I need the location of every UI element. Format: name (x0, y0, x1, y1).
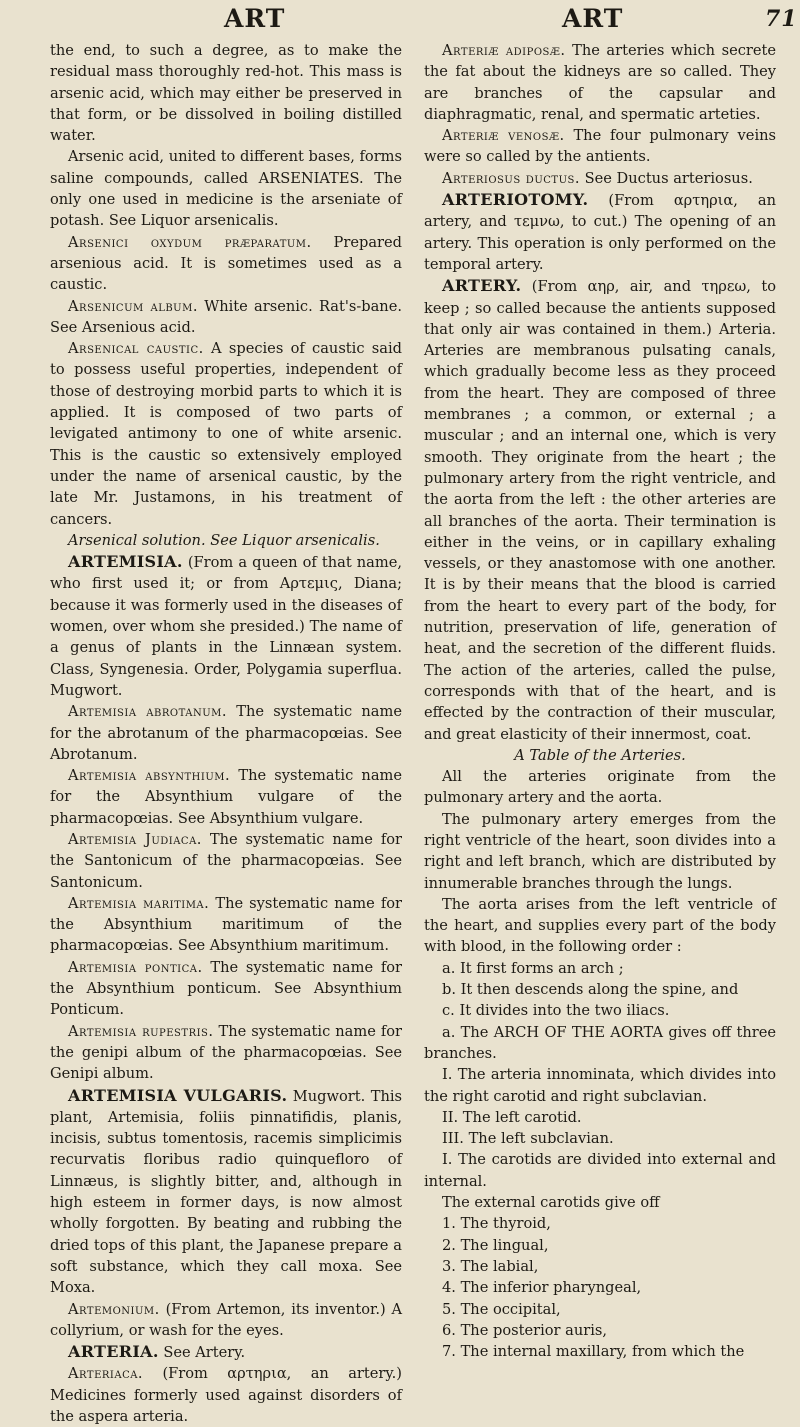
dictionary-entry (50, 1085, 402, 1299)
dictionary-entry (424, 1299, 776, 1320)
entry-text: the end, to such a degree, as to make the residual mass thoroughly red-hot. This mass is arsenic acid, which may either be preserved in that form, or be dissolved in boiling distilled water. (50, 42, 402, 145)
entry-text: See Ductus arteriosus. (580, 169, 753, 187)
dictionary-entry (50, 957, 402, 1021)
entry-headword: Arteriosus ductus. (442, 169, 580, 187)
dictionary-entry (424, 1022, 776, 1065)
entry-headword: ARTEMISIA VULGARIS. (68, 1085, 288, 1105)
dictionary-entry (424, 1128, 776, 1149)
entry-text: 1. The thyroid, (442, 1215, 551, 1233)
entry-text: A Table of the Arteries. (514, 746, 686, 764)
dictionary-entry (424, 168, 776, 189)
entry-headword: Artemisia abrotanum. (68, 703, 227, 721)
entry-text: Prepared arsenious acid. It is sometimes used as a caustic. (50, 233, 402, 294)
dictionary-entry (424, 125, 776, 168)
dictionary-entry (50, 1363, 402, 1427)
entry-headword: ARTERIOTOMY. (442, 190, 589, 210)
entry-headword: Arteriæ adiposæ. (442, 42, 566, 59)
dictionary-entry (424, 1149, 776, 1192)
entry-text: II. The left carotid. (442, 1108, 582, 1126)
dictionary-entry (50, 701, 402, 765)
dictionary-entry (424, 1192, 776, 1213)
dictionary-entry (50, 338, 402, 530)
entry-text: White arsenic. Rat's-bane. See Arsenious acid. (50, 297, 402, 336)
dictionary-entry (424, 1213, 776, 1234)
dictionary-entry (50, 893, 402, 957)
dictionary-entry (424, 275, 776, 745)
entry-headword: Arsenicum album. (68, 297, 198, 315)
entry-headword: Artemisia absynthium. (68, 767, 231, 785)
dictionary-entry (50, 232, 402, 296)
entry-headword: Arsenici oxydum præparatum. (68, 233, 312, 251)
entry-text: The four pulmonary veins were so called by the antients. (424, 127, 776, 166)
left-column (50, 40, 402, 1427)
entry-text: a. It first forms an arch ; (442, 959, 624, 977)
entry-text: See Artery. (158, 1344, 246, 1362)
entry-text: The systematic name for the abrotanum of the pharmacopœias. See Abrotanum. (50, 703, 402, 763)
running-head-right: ART (562, 4, 624, 33)
dictionary-entry (424, 979, 776, 1000)
dictionary-entry (424, 766, 776, 809)
entry-text: a. The ARCH OF THE AORTA gives off three branches. (424, 1023, 776, 1062)
entry-text: All the arteries originate from the pulmonary artery and the aorta. (424, 768, 776, 807)
dictionary-entry (424, 1235, 776, 1256)
dictionary-entry (424, 745, 776, 766)
entry-headword: ARTERY. (442, 276, 522, 296)
running-head-left: ART (224, 4, 286, 33)
entry-headword: ARTERIA. (68, 1342, 159, 1362)
dictionary-entry (424, 1064, 776, 1107)
dictionary-entry (424, 1320, 776, 1341)
entry-headword: Artemisia rupestris. (68, 1022, 214, 1040)
entry-headword: Artemisia Judiaca. (68, 830, 202, 848)
entry-headword: Arteriaca. (68, 1365, 144, 1383)
dictionary-entry (50, 146, 402, 231)
entry-text: The systematic name for the Absynthium vulgare of the pharmacopœias. See Absynthium vulgare. (50, 767, 402, 827)
dictionary-entry (424, 809, 776, 894)
entry-text: 3. The labial, (442, 1257, 539, 1275)
dictionary-entry (424, 189, 776, 275)
entry-text: Arsenic acid, united to different bases, forms saline compounds, called ARSENIATES. The only one used in medicine is the arseniate of potash. See Liquor arsenicalis. (50, 148, 402, 230)
dictionary-entry (424, 958, 776, 979)
dictionary-entry (50, 551, 402, 701)
entry-headword: Artemisia maritima. (68, 894, 210, 912)
entry-text: (From Artemon, its inventor.) A collyrium, or wash for the eyes. (50, 1300, 402, 1339)
entry-text: Mugwort. This plant, Artemisia, foliis pinnatifidis, planis, incisis, subtus tomentosis, racemis simplicimis recurvatis floribus radio quinquefloro of Linnæus, is slightly bitter, and, although in high esteem in former days, is now almost wholly forgotten. By beating and rubbing the dried tops of this plant, the Japanese prepare a soft substance, which they call moxa. See Moxa. (50, 1087, 403, 1297)
entry-text: The systematic name for the genipi album of the pharmacopœias. See Genipi album. (50, 1022, 402, 1083)
dictionary-entry (424, 1341, 776, 1362)
entry-text: (From a queen of that name, who first used it; or from Αρτεμις, Diana; because it was formerly used in the diseases of women, over whom she presided.) The name of a genus of plants in the Linnæan system. Class, Syngenesia. Order, Polygamia superflua. Mugwort. (50, 554, 402, 699)
dictionary-entry (50, 40, 402, 146)
entry-text: (From αρτηρια, an artery.) Medicines formerly used against disorders of the aspera arteria. (50, 1365, 402, 1425)
entry-text: III. The left subclavian. (442, 1130, 614, 1148)
entry-text: The systematic name for the Absynthium maritimum of the pharmacopœias. See Absynthium maritimum. (50, 894, 402, 955)
page-number: 71 (765, 6, 798, 32)
entry-text: 2. The lingual, (442, 1236, 549, 1254)
entry-text: The pulmonary artery emerges from the right ventricle of the heart, soon divides into a right and left branch, which are distributed by innumerable branches through the lungs. (424, 810, 776, 892)
entry-text: The external carotids give off (442, 1194, 660, 1212)
dictionary-entry (50, 296, 402, 339)
dictionary-entry (424, 1107, 776, 1128)
entry-headword: Artemonium. (68, 1300, 160, 1318)
entry-text: 5. The occipital, (442, 1300, 561, 1318)
entry-text: The systematic name for the Santonicum of the pharmacopœias. See Santonicum. (50, 830, 402, 891)
dictionary-entry (50, 765, 402, 829)
entry-text: I. The arteria innominata, which divides into the right carotid and right subclavian. (424, 1066, 776, 1105)
dictionary-entry (50, 530, 402, 551)
dictionary-entry (424, 1277, 776, 1298)
entry-text: The aorta arises from the left ventricle of the heart, and supplies every part of the body with blood, in the following order : (424, 895, 776, 956)
entry-headword: Arteriæ venosæ. (442, 127, 565, 145)
entry-text: A species of caustic said to possess useful properties, independent of those of destroying morbid parts to which it is applied. It is composed of two parts of levigated antimony to one of white arsenic. This is the caustic so extensively employed under the name of arsenical caustic, by the late Mr. Justamons, in his treatment of cancers. (50, 340, 402, 528)
page-header (0, 4, 800, 38)
entry-text: 4. The inferior pharyngeal, (442, 1279, 642, 1297)
entry-text: The arteries which secrete the fat about the kidneys are so called. They are branches of the capsular and diaphragmatic, renal, and spermatic arteties. (424, 42, 776, 123)
entry-text: 6. The posterior auris, (442, 1321, 608, 1339)
dictionary-entry (424, 40, 776, 125)
entry-text: (From αηρ, air, and τηρεω, to keep ; so called because the antients supposed that only air was contained in them.) Arteria. Arteries are membranous pulsating canals, which gradually become less as they proceed from the heart. They are composed of three membranes ; a common, or external ; a muscular ; and an internal one, which is very smooth. They originate from the heart ; the pulmonary artery from the right ventricle, and the aorta from the left : the other arteries are all branches of the aorta. Their termination is either in the veins, or in capillary exhaling vessels, or they anastomose with one another. It is by their means that the blood is carried from the heart to every part of the body, for nutrition, preservation of life, generation of heat, and the secretion of the different fluids. The action of the arteries, called the pulse, corresponds with that of the heart, and is effected by the contraction of their muscular, and great elasticity of their innermost, coat. (424, 278, 776, 743)
dictionary-entry (424, 1256, 776, 1277)
entry-text: Arsenical solution. See Liquor arsenicalis. (68, 531, 380, 549)
dictionary-entry (424, 894, 776, 958)
entry-text: (From αρτηρια, an artery, and τεμνω, to cut.) The opening of an artery. This operation is only performed on the temporal artery. (424, 192, 776, 273)
dictionary-entry (50, 1021, 402, 1085)
dictionary-entry (50, 1341, 402, 1363)
entry-headword: Artemisia pontica. (68, 958, 203, 976)
entry-headword: ARTEMISIA. (68, 552, 183, 572)
entry-text: c. It divides into the two iliacs. (442, 1002, 670, 1020)
dictionary-entry (50, 829, 402, 893)
right-column (424, 40, 776, 1362)
entry-text: The systematic name for the Absynthium ponticum. See Absynthium Ponticum. (50, 958, 402, 1019)
entry-text: b. It then descends along the spine, and (442, 981, 739, 999)
entry-headword: Arsenical caustic. (68, 340, 204, 358)
dictionary-entry (424, 1000, 776, 1021)
entry-text: I. The carotids are divided into external and internal. (424, 1151, 776, 1190)
entry-text: 7. The internal maxillary, from which the (442, 1343, 745, 1361)
